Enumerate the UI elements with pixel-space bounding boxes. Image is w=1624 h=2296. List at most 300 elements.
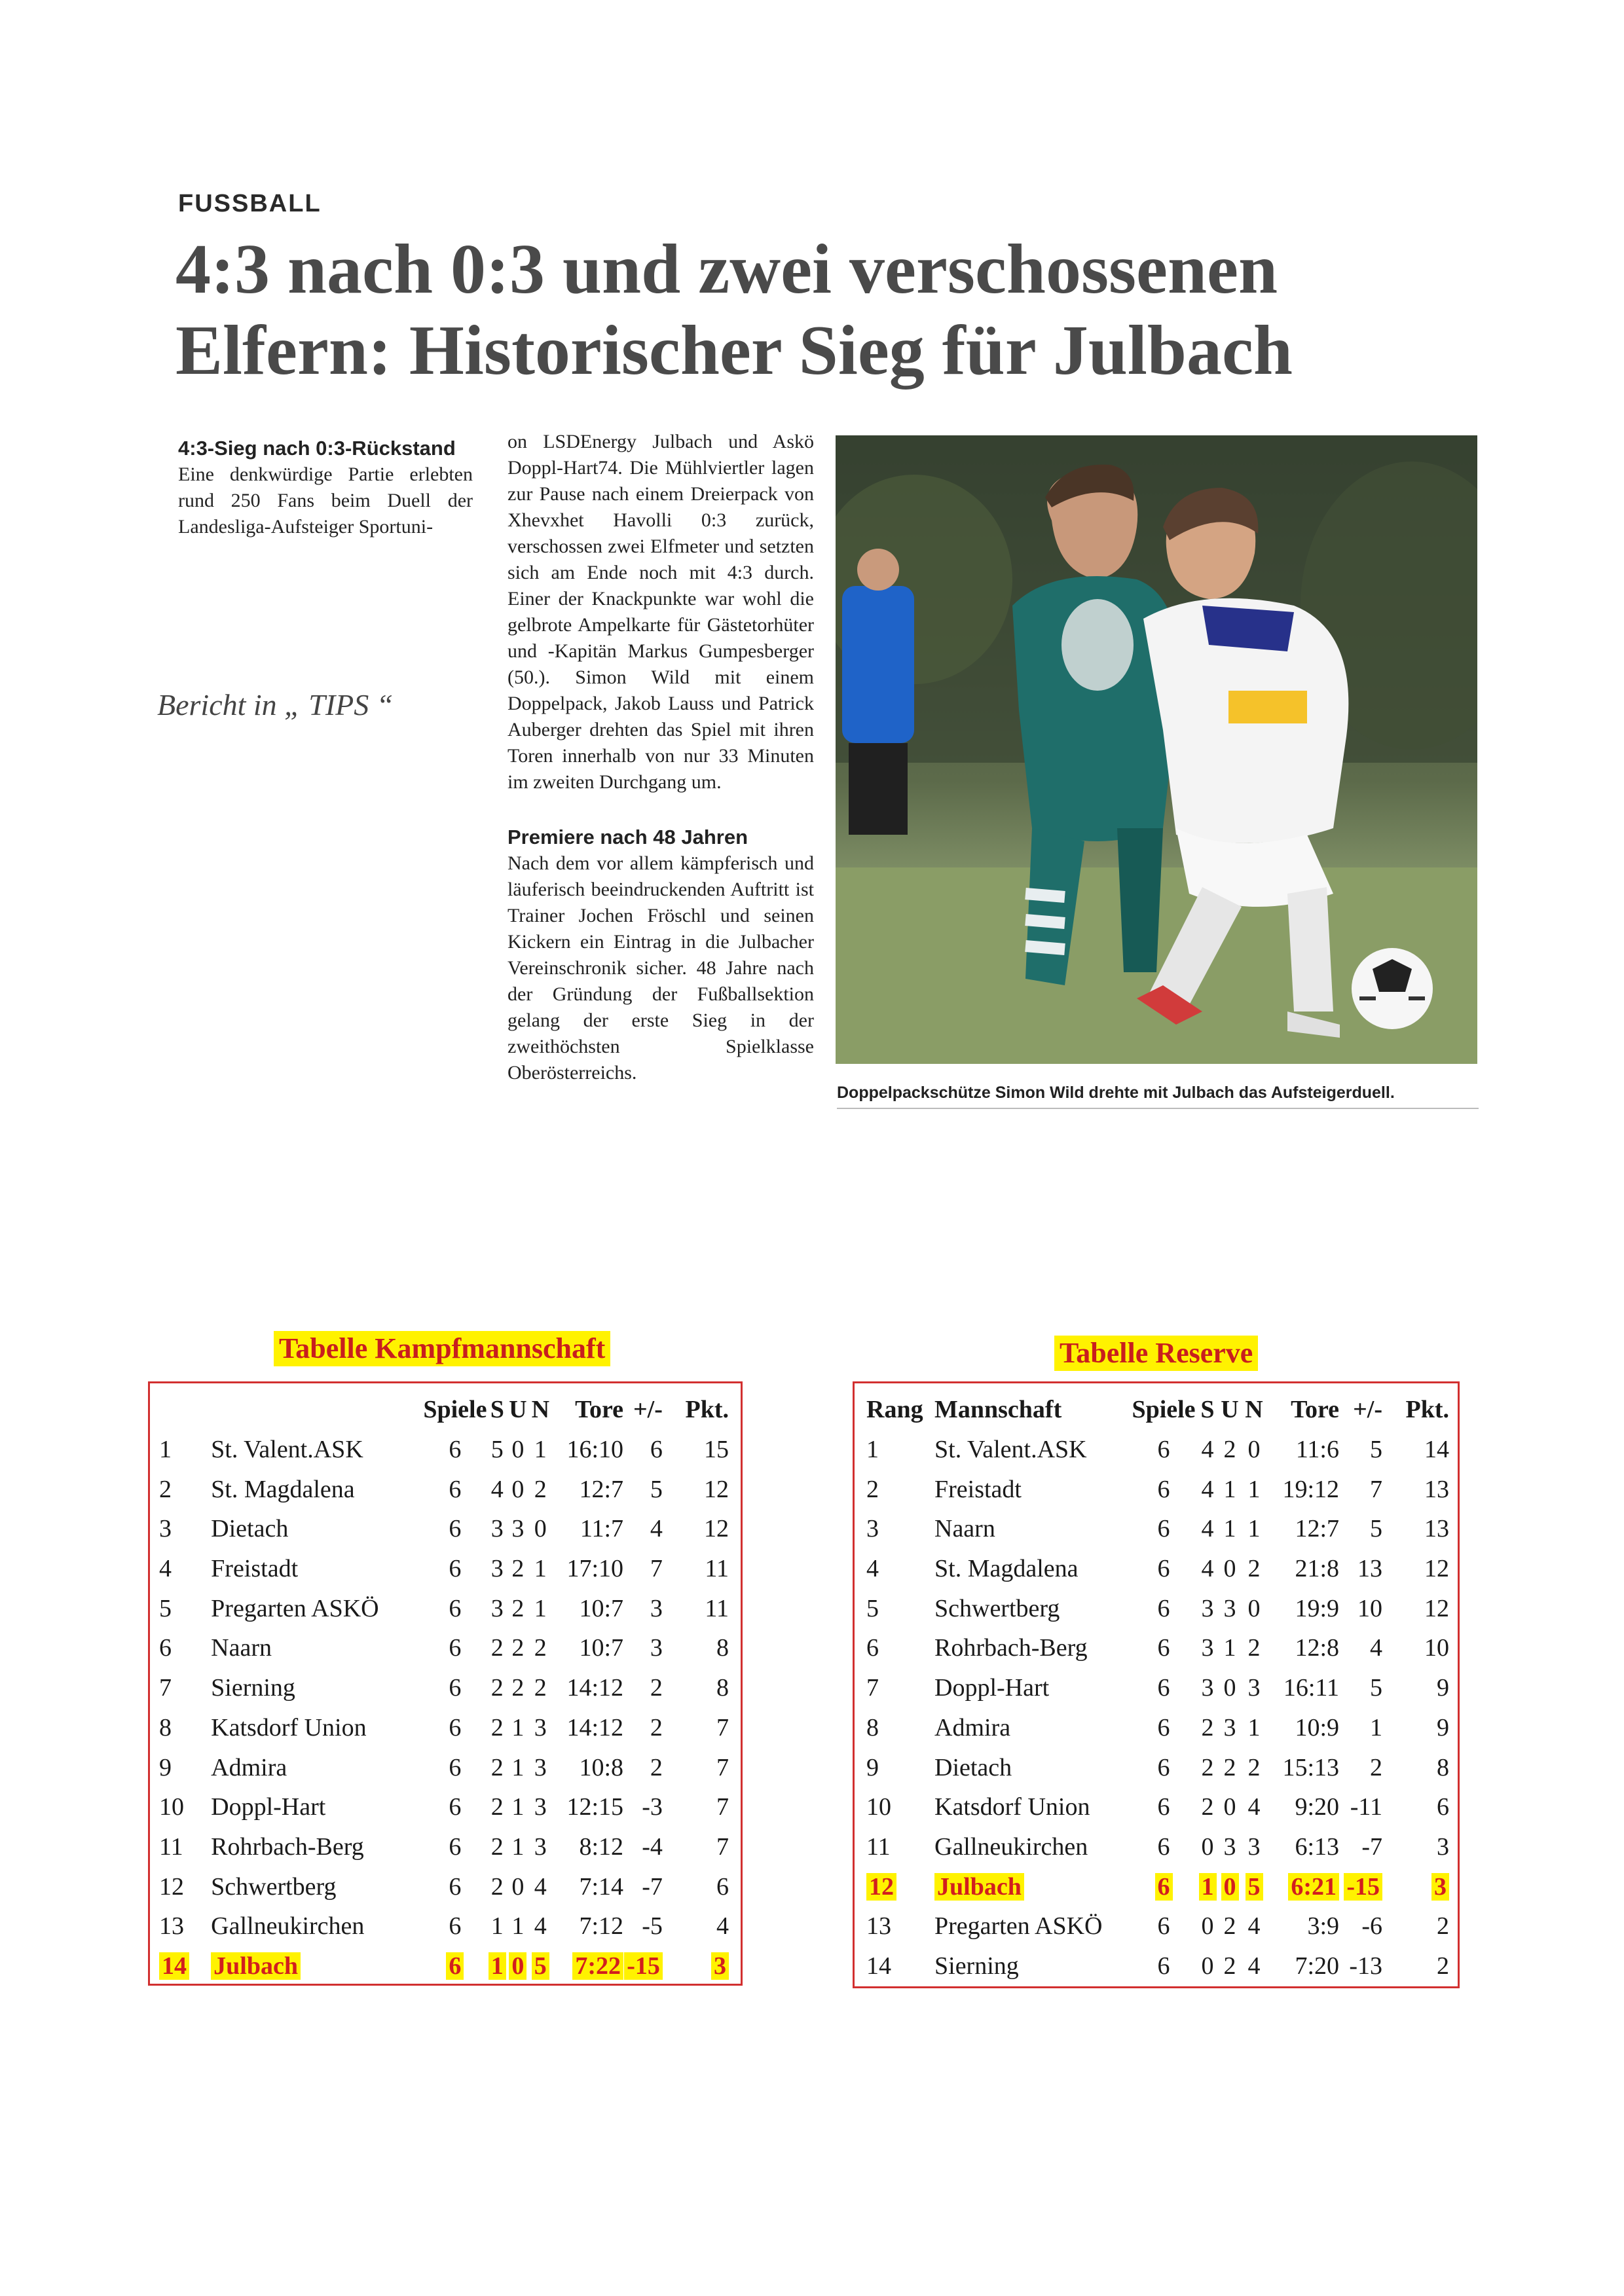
cell-draws: 0	[511, 1475, 525, 1503]
cell-team: Katsdorf Union	[211, 1713, 367, 1741]
cell-team: Admira	[211, 1753, 287, 1781]
cell-losses: 3	[1247, 1674, 1261, 1702]
cell-wins: 5	[490, 1436, 504, 1464]
standings-table-reserve	[866, 1390, 1449, 1986]
cell-team: Julbach	[211, 1946, 423, 1986]
table-row	[866, 1747, 1449, 1787]
cell-rank: 13	[866, 1912, 891, 1941]
cell-wins: 4	[1201, 1475, 1214, 1503]
cell-rank: 7	[159, 1674, 172, 1702]
cell-goals: 8:12	[579, 1832, 624, 1861]
cell-losses: 2	[1247, 1753, 1261, 1781]
cell-points: 3	[663, 1946, 729, 1986]
cell-points: 7	[716, 1793, 729, 1821]
cell-rank: 10	[866, 1793, 891, 1821]
cell-losses: 5	[528, 1946, 553, 1986]
cell-goals: 11:7	[580, 1515, 624, 1543]
cell-draws: 0	[511, 1872, 525, 1901]
header-team	[211, 1390, 423, 1430]
cell-losses: 0	[1247, 1594, 1261, 1622]
cell-team: Rohrbach-Berg	[934, 1634, 1088, 1662]
cell-losses: 4	[1247, 1952, 1261, 1980]
table-row	[866, 1708, 1449, 1748]
cell-points: 9	[1437, 1713, 1449, 1741]
cell-rank: 4	[159, 1555, 172, 1583]
table-main-title: Tabelle Kampfmannschaft	[274, 1331, 610, 1366]
headline-line-1: 4:3 nach 0:3 und zwei verschossenen	[175, 230, 1278, 308]
cell-goals: 7:14	[579, 1872, 624, 1901]
cell-draws: 1	[511, 1912, 525, 1941]
standings-table-reserve-box	[853, 1381, 1460, 1988]
byline: Bericht in „ TIPS “	[157, 688, 394, 721]
cell-goal-diff: 6	[650, 1436, 663, 1464]
paragraph-1a: Eine denkwürdige Partie erlebten rund 250 Fans beim Duell der Landesliga-Aufsteiger Sportuni-	[178, 464, 473, 538]
cell-games: 6	[449, 1753, 462, 1781]
table-row	[866, 1906, 1449, 1946]
cell-wins: 3	[1201, 1634, 1214, 1662]
cell-wins: 1	[487, 1946, 507, 1986]
table-row	[159, 1628, 729, 1668]
table-row	[159, 1469, 729, 1509]
cell-losses: 4	[534, 1912, 547, 1941]
cell-losses: 3	[1247, 1832, 1261, 1861]
cell-goal-diff: 4	[650, 1515, 663, 1543]
headline-line-2: Elfern: Historischer Sieg für Julbach	[175, 312, 1293, 390]
cell-team: Sierning	[211, 1674, 295, 1702]
table-header-row	[866, 1390, 1449, 1430]
cell-goal-diff: 3	[650, 1594, 663, 1622]
cell-draws: 1	[1223, 1634, 1236, 1662]
cell-team: Naarn	[211, 1634, 272, 1662]
cell-goals: 6:13	[1295, 1832, 1339, 1861]
cell-games: 6	[449, 1793, 462, 1821]
table-row	[866, 1509, 1449, 1549]
cell-goal-diff: 2	[650, 1713, 663, 1741]
cell-draws: 0	[507, 1946, 528, 1986]
table-row	[866, 1867, 1449, 1906]
table-header-row	[159, 1390, 729, 1430]
cell-team: Gallneukirchen	[211, 1912, 365, 1941]
table-row	[866, 1787, 1449, 1827]
cell-points: 2	[1437, 1912, 1449, 1941]
header-games: Spiele	[1132, 1396, 1196, 1424]
cell-games: 6	[449, 1555, 462, 1583]
cell-points: 11	[705, 1555, 729, 1583]
cell-games: 6	[449, 1594, 462, 1622]
cell-wins: 1	[1196, 1867, 1219, 1906]
cell-team: St. Magdalena	[211, 1475, 355, 1503]
cell-goal-diff: 10	[1357, 1594, 1382, 1622]
header-team: Mannschaft	[934, 1396, 1062, 1424]
cell-team: Julbach	[934, 1867, 1131, 1906]
cell-rank: 5	[159, 1594, 172, 1622]
cell-rank: 3	[866, 1515, 879, 1543]
cell-wins: 3	[490, 1555, 504, 1583]
cell-games: 6	[1157, 1634, 1170, 1662]
table-row	[866, 1946, 1449, 1986]
cell-points: 8	[716, 1634, 729, 1662]
cell-losses: 5	[1241, 1867, 1267, 1906]
header-draws: U	[509, 1396, 527, 1424]
table-row	[159, 1906, 729, 1946]
cell-wins: 3	[1201, 1594, 1214, 1622]
cell-wins: 2	[490, 1634, 504, 1662]
cell-losses: 4	[1247, 1793, 1261, 1821]
cell-goals: 11:6	[1295, 1436, 1339, 1464]
cell-goals: 7:12	[579, 1912, 624, 1941]
cell-games: 6	[449, 1436, 462, 1464]
table-row	[866, 1549, 1449, 1589]
cell-team: Rohrbach-Berg	[211, 1832, 364, 1861]
cell-goals: 10:9	[1295, 1713, 1339, 1741]
cell-rank: 7	[866, 1674, 879, 1702]
cell-points: 14	[1424, 1436, 1449, 1464]
photo-caption: Doppelpackschütze Simon Wild drehte mit Julbach das Aufsteigerduell.	[837, 1084, 1479, 1109]
cell-goal-diff: -15	[623, 1946, 663, 1986]
cell-goals: 3:9	[1307, 1912, 1339, 1941]
cell-draws: 1	[511, 1793, 525, 1821]
cell-rank: 2	[159, 1475, 172, 1503]
article-column-2	[507, 429, 814, 1086]
cell-goals: 16:10	[566, 1436, 624, 1464]
cell-losses: 3	[534, 1753, 547, 1781]
cell-losses: 2	[534, 1674, 547, 1702]
cell-draws: 2	[1223, 1952, 1236, 1980]
cell-draws: 0	[511, 1436, 525, 1464]
cell-points: 9	[1437, 1674, 1449, 1702]
cell-losses: 1	[534, 1555, 547, 1583]
cell-goal-diff: -7	[1361, 1832, 1382, 1861]
header-losses: N	[1245, 1396, 1263, 1424]
cell-team: Schwertberg	[934, 1594, 1060, 1622]
cell-losses: 1	[534, 1436, 547, 1464]
cell-goal-diff: 13	[1357, 1555, 1382, 1583]
header-rank: Rang	[866, 1396, 923, 1424]
football-players-image	[836, 435, 1477, 1064]
cell-losses: 3	[534, 1713, 547, 1741]
cell-losses: 4	[1247, 1912, 1261, 1941]
cell-points: 7	[716, 1832, 729, 1861]
cell-points: 8	[716, 1674, 729, 1702]
table-row	[159, 1588, 729, 1628]
cell-rank: 10	[159, 1793, 184, 1821]
cell-losses: 1	[1247, 1515, 1261, 1543]
cell-goal-diff: 3	[650, 1634, 663, 1662]
table-row	[866, 1588, 1449, 1628]
cell-losses: 1	[534, 1594, 547, 1622]
table-row	[159, 1946, 729, 1986]
cell-draws: 3	[511, 1515, 525, 1543]
cell-games: 6	[449, 1634, 462, 1662]
cell-rank: 6	[866, 1634, 879, 1662]
cell-draws: 2	[1223, 1436, 1236, 1464]
header-goal-diff: +/-	[633, 1396, 663, 1424]
table-row	[866, 1469, 1449, 1509]
cell-draws: 3	[1223, 1594, 1236, 1622]
cell-wins: 0	[1201, 1832, 1214, 1861]
header-goals: Tore	[575, 1396, 624, 1424]
cell-team: Freistadt	[211, 1555, 299, 1583]
article-column-1	[178, 435, 473, 540]
cell-team: Doppl-Hart	[211, 1793, 326, 1821]
cell-draws: 1	[511, 1753, 525, 1781]
cell-draws: 2	[1223, 1912, 1236, 1941]
cell-team: Gallneukirchen	[934, 1832, 1088, 1861]
cell-rank: 12	[159, 1872, 184, 1901]
paragraph-2: Nach dem vor allem kämpferisch und läuferisch beeindruckenden Auftritt ist Trainer Jochen Fröschl und seinen Kickern ein Eintrag in die Julbacher Vereinschronik sicher. 48 Jahre nach der Gründung der Fußballsektion gelang der erste Sieg in der zweithöchsten Spielklasse Oberösterreichs.	[507, 852, 814, 1084]
cell-draws: 1	[1223, 1515, 1236, 1543]
table-row	[159, 1827, 729, 1867]
cell-goal-diff: 2	[650, 1753, 663, 1781]
cell-points: 13	[1424, 1475, 1449, 1503]
cell-games: 6	[449, 1832, 462, 1861]
cell-rank: 1	[866, 1436, 879, 1464]
cell-wins: 3	[490, 1515, 504, 1543]
cell-games: 6	[1157, 1912, 1170, 1941]
cell-team: Naarn	[934, 1515, 995, 1543]
table-row	[159, 1668, 729, 1708]
cell-goal-diff: 2	[1370, 1753, 1382, 1781]
cell-losses: 4	[534, 1872, 547, 1901]
cell-games: 6	[1157, 1793, 1170, 1821]
cell-wins: 2	[1201, 1753, 1214, 1781]
cell-goal-diff: 2	[650, 1674, 663, 1702]
cell-wins: 2	[490, 1674, 504, 1702]
cell-draws: 1	[511, 1832, 525, 1861]
cell-points: 12	[704, 1475, 729, 1503]
cell-draws: 3	[1223, 1832, 1236, 1861]
header-draws: U	[1221, 1396, 1239, 1424]
cell-rank: 11	[866, 1832, 891, 1861]
paragraph-1b: on LSDEnergy Julbach und Askö Doppl-Hart74. Die Mühlviertler lagen zur Pause nach einem Dreierpack von Xhevxhet Havolli 0:3 zurück, verschossen zwei Elfmeter und setzten sich am Ende noch mit 4:3 durch. Einer der Knackpunkte war wohl die gelbrote Ampelkarte für Gästetorhüter und -Kapitän Markus Gumpesberger (50.). Simon Wild mit einem Doppelpack, Jakob Lauss und Patrick Auberger drehten das Spiel mit ihren Toren innerhalb von nur 33 Minuten im zweiten Durchgang um.	[507, 431, 814, 793]
cell-draws: 0	[1219, 1867, 1241, 1906]
cell-games: 6	[1157, 1952, 1170, 1980]
cell-wins: 3	[1201, 1674, 1214, 1702]
cell-draws: 2	[511, 1674, 525, 1702]
cell-draws: 1	[1223, 1475, 1236, 1503]
cell-rank: 6	[159, 1634, 172, 1662]
cell-goals: 10:7	[579, 1634, 624, 1662]
cell-games: 6	[423, 1946, 487, 1986]
cell-losses: 1	[1247, 1713, 1261, 1741]
cell-wins: 2	[490, 1872, 504, 1901]
cell-losses: 2	[1247, 1634, 1261, 1662]
cell-draws: 0	[1223, 1793, 1236, 1821]
cell-points: 6	[716, 1872, 729, 1901]
cell-goals: 10:7	[579, 1594, 624, 1622]
cell-points: 4	[716, 1912, 729, 1941]
cell-team: Dietach	[211, 1515, 289, 1543]
cell-team: Pregarten ASKÖ	[934, 1912, 1103, 1941]
cell-goal-diff: -4	[642, 1832, 663, 1861]
cell-goals: 14:12	[566, 1713, 624, 1741]
cell-goals: 14:12	[566, 1674, 624, 1702]
cell-goals: 19:9	[1295, 1594, 1339, 1622]
cell-goal-diff: -15	[1339, 1867, 1382, 1906]
standings-table-main-box	[148, 1381, 743, 1986]
header-goal-diff: +/-	[1353, 1396, 1382, 1424]
cell-games: 6	[1157, 1594, 1170, 1622]
cell-wins: 3	[490, 1594, 504, 1622]
cell-points: 3	[1382, 1867, 1449, 1906]
cell-games: 6	[449, 1475, 462, 1503]
table-reserve-title: Tabelle Reserve	[1054, 1336, 1258, 1371]
cell-points: 8	[1437, 1753, 1449, 1781]
cell-losses: 1	[1247, 1475, 1261, 1503]
cell-games: 6	[449, 1912, 462, 1941]
cell-wins: 2	[490, 1793, 504, 1821]
table-row	[866, 1430, 1449, 1470]
cell-games: 6	[1157, 1674, 1170, 1702]
cell-rank: 1	[159, 1436, 172, 1464]
cell-goal-diff: 7	[1370, 1475, 1382, 1503]
cell-goal-diff: 5	[1370, 1436, 1382, 1464]
cell-goal-diff: -11	[1350, 1793, 1382, 1821]
cell-games: 6	[1131, 1867, 1196, 1906]
cell-wins: 4	[1201, 1436, 1214, 1464]
cell-rank: 11	[159, 1832, 183, 1861]
cell-losses: 3	[534, 1793, 547, 1821]
cell-team: St. Valent.ASK	[211, 1436, 363, 1464]
table-row	[159, 1787, 729, 1827]
cell-goals: 12:15	[566, 1793, 624, 1821]
cell-team: Sierning	[934, 1952, 1019, 1980]
cell-goals: 7:22	[553, 1946, 623, 1986]
cell-team: Admira	[934, 1713, 1011, 1741]
cell-goals: 9:20	[1295, 1793, 1339, 1821]
cell-goals: 15:13	[1282, 1753, 1339, 1781]
cell-goal-diff: 1	[1370, 1713, 1382, 1741]
cell-rank: 14	[159, 1946, 211, 1986]
cell-rank: 9	[159, 1753, 172, 1781]
cell-goal-diff: 5	[1370, 1674, 1382, 1702]
cell-losses: 3	[534, 1832, 547, 1861]
cell-points: 12	[1424, 1555, 1449, 1583]
cell-wins: 2	[490, 1832, 504, 1861]
cell-draws: 2	[1223, 1753, 1236, 1781]
cell-losses: 2	[1247, 1555, 1261, 1583]
cell-games: 6	[449, 1713, 462, 1741]
cell-losses: 0	[534, 1515, 547, 1543]
cell-games: 6	[1157, 1753, 1170, 1781]
cell-games: 6	[1157, 1475, 1170, 1503]
cell-points: 7	[716, 1753, 729, 1781]
cell-draws: 2	[511, 1555, 525, 1583]
table-row	[159, 1549, 729, 1589]
table-row	[159, 1430, 729, 1470]
cell-draws: 1	[511, 1713, 525, 1741]
header-wins: S	[490, 1396, 504, 1424]
table-row	[866, 1827, 1449, 1867]
cell-wins: 0	[1201, 1912, 1214, 1941]
cell-games: 6	[1157, 1713, 1170, 1741]
cell-team: Pregarten ASKÖ	[211, 1594, 379, 1622]
cell-rank: 2	[866, 1475, 879, 1503]
cell-team: Freistadt	[934, 1475, 1022, 1503]
cell-goal-diff: 7	[650, 1555, 663, 1583]
cell-losses: 2	[534, 1475, 547, 1503]
cell-draws: 0	[1223, 1555, 1236, 1583]
cell-wins: 2	[1201, 1793, 1214, 1821]
header-rank	[159, 1390, 211, 1430]
cell-goals: 12:7	[1295, 1515, 1339, 1543]
cell-games: 6	[449, 1872, 462, 1901]
cell-games: 6	[449, 1674, 462, 1702]
table-row	[866, 1628, 1449, 1668]
cell-wins: 2	[490, 1713, 504, 1741]
cell-points: 3	[1437, 1832, 1449, 1861]
cell-points: 7	[716, 1713, 729, 1741]
cell-points: 12	[704, 1515, 729, 1543]
cell-games: 6	[1157, 1555, 1170, 1583]
cell-wins: 0	[1201, 1952, 1214, 1980]
cell-goal-diff: -5	[642, 1912, 663, 1941]
table-row	[159, 1509, 729, 1549]
cell-wins: 2	[1201, 1713, 1214, 1741]
cell-games: 6	[1157, 1832, 1170, 1861]
cell-wins: 2	[490, 1753, 504, 1781]
header-points: Pkt.	[1405, 1396, 1449, 1424]
header-wins: S	[1200, 1396, 1215, 1424]
cell-rank: 14	[866, 1952, 891, 1980]
cell-goal-diff: 5	[650, 1475, 663, 1503]
cell-goals: 10:8	[579, 1753, 624, 1781]
standings-table-main	[159, 1390, 729, 1986]
cell-draws: 0	[1223, 1674, 1236, 1702]
cell-goals: 12:7	[579, 1475, 624, 1503]
cell-rank: 9	[866, 1753, 879, 1781]
cell-points: 2	[1437, 1952, 1449, 1980]
cell-wins: 4	[490, 1475, 504, 1503]
cell-goal-diff: -3	[642, 1793, 663, 1821]
header-points: Pkt.	[685, 1396, 729, 1424]
cell-points: 11	[705, 1594, 729, 1622]
section-rubric: FUSSBALL	[178, 190, 322, 217]
table-row	[159, 1747, 729, 1787]
cell-goals: 17:10	[566, 1555, 624, 1583]
cell-draws: 2	[511, 1634, 525, 1662]
subhead-2: Premiere nach 48 Jahren	[507, 826, 748, 848]
cell-team: Doppl-Hart	[934, 1674, 1050, 1702]
cell-goals: 16:11	[1283, 1674, 1339, 1702]
cell-goal-diff: -6	[1361, 1912, 1382, 1941]
cell-rank: 3	[159, 1515, 172, 1543]
cell-points: 12	[1424, 1594, 1449, 1622]
article-headline	[175, 229, 1485, 392]
cell-games: 6	[1157, 1515, 1170, 1543]
table-row	[159, 1867, 729, 1906]
cell-points: 10	[1424, 1634, 1449, 1662]
cell-team: Katsdorf Union	[934, 1793, 1090, 1821]
cell-draws: 3	[1223, 1713, 1236, 1741]
cell-goals: 6:21	[1267, 1867, 1339, 1906]
cell-team: Dietach	[934, 1753, 1012, 1781]
cell-rank: 13	[159, 1912, 184, 1941]
cell-games: 6	[449, 1515, 462, 1543]
cell-wins: 4	[1201, 1555, 1214, 1583]
cell-goals: 21:8	[1295, 1555, 1339, 1583]
cell-goal-diff: -7	[642, 1872, 663, 1901]
cell-rank: 8	[866, 1713, 879, 1741]
cell-points: 6	[1437, 1793, 1449, 1821]
table-row	[159, 1708, 729, 1748]
cell-losses: 0	[1247, 1436, 1261, 1464]
cell-wins: 4	[1201, 1515, 1214, 1543]
cell-goals: 19:12	[1282, 1475, 1339, 1503]
cell-team: St. Magdalena	[934, 1555, 1079, 1583]
cell-games: 6	[1157, 1436, 1170, 1464]
cell-wins: 1	[490, 1912, 504, 1941]
